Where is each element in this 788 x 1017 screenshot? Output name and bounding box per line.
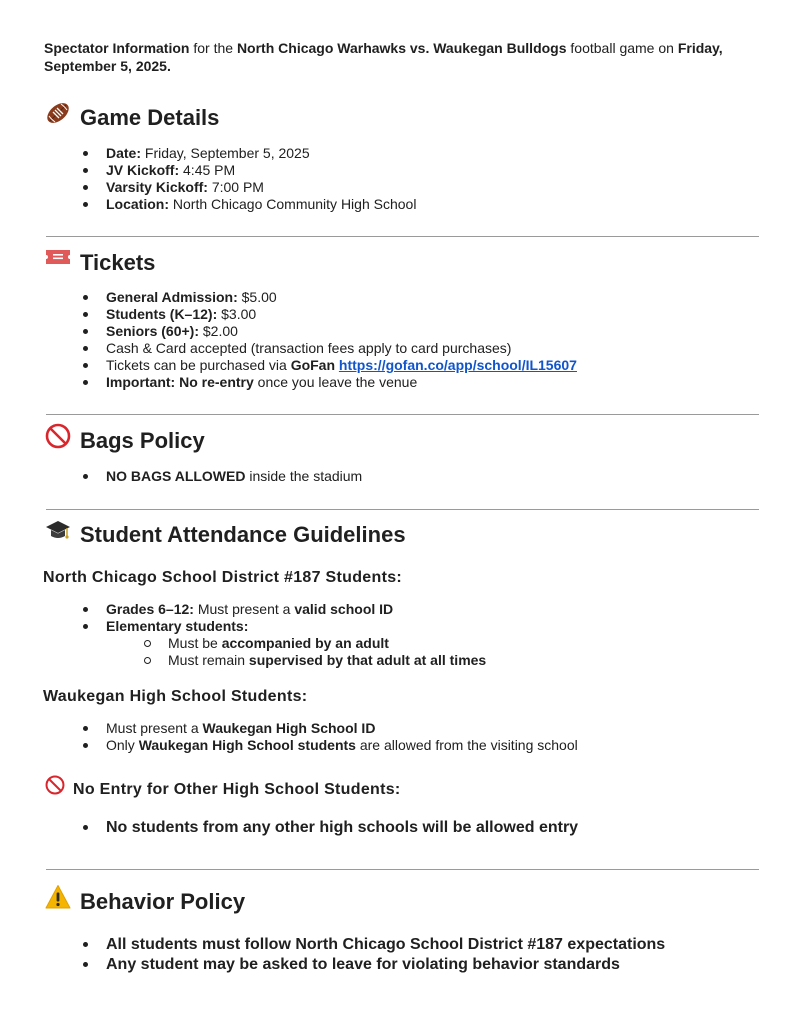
list-item xyxy=(80,601,486,618)
seniors-price: $2.00 xyxy=(198,323,238,339)
purchase-text: Tickets can be purchased via xyxy=(106,357,291,373)
list-item xyxy=(80,374,577,391)
important-rest: once you leave the venue xyxy=(253,374,418,390)
intro-teams: North Chicago Warhawks vs. Waukegan Bulldogs xyxy=(236,40,567,56)
grades-text: Must present a xyxy=(193,601,295,617)
warning-icon xyxy=(45,884,71,910)
list-item xyxy=(80,196,416,213)
bags-rest: inside the stadium xyxy=(245,468,363,484)
no-reentry: No re-entry xyxy=(175,374,254,390)
list-item xyxy=(80,955,665,975)
list-item xyxy=(80,162,416,179)
wk-text: Only xyxy=(106,737,139,753)
waukegan-students-heading: Waukegan High School Students: xyxy=(43,688,308,705)
no-entry-text: No students from any other high schools will be allowed entry xyxy=(106,819,579,836)
item-label: Location: xyxy=(106,196,169,212)
divider xyxy=(46,509,759,510)
graduation-cap-icon xyxy=(45,517,71,543)
intro-paragraph xyxy=(44,39,764,75)
list-item xyxy=(80,818,578,838)
behavior-item: Any student may be asked to leave for violating behavior standards xyxy=(106,956,620,973)
students-label: Students (K–12): xyxy=(106,306,218,322)
list-item xyxy=(80,468,362,485)
prohibited-icon xyxy=(45,423,71,449)
elementary-label: Elementary students: xyxy=(106,618,249,634)
behavior-item: All students must follow North Chicago School District #187 expectations xyxy=(106,936,666,953)
sub-text: Must remain xyxy=(168,652,249,668)
intro-bold-1: Spectator Information xyxy=(44,40,190,56)
bags-heading: Bags Policy xyxy=(80,428,205,453)
gofan-link[interactable]: https://gofan.co/app/school/IL15607 xyxy=(338,357,577,373)
list-item xyxy=(80,306,577,323)
item-value: Friday, September 5, 2025 xyxy=(141,145,310,161)
general-label: General Admission: xyxy=(106,289,238,305)
seniors-label: Seniors (60+): xyxy=(106,323,199,339)
intro-text-2: for the xyxy=(189,40,237,56)
prohibited-icon xyxy=(45,775,65,795)
no-bags: NO BAGS ALLOWED xyxy=(106,468,246,484)
item-value: 7:00 PM xyxy=(207,179,264,195)
other-students-heading: No Entry for Other High School Students: xyxy=(73,781,401,798)
behavior-heading: Behavior Policy xyxy=(80,889,246,914)
list-item xyxy=(80,145,416,162)
list-item xyxy=(80,720,578,737)
wk-rest: are allowed from the visiting school xyxy=(355,737,578,753)
game-details-heading: Game Details xyxy=(80,105,220,130)
students-heading: Student Attendance Guidelines xyxy=(80,522,406,547)
football-icon xyxy=(45,100,71,126)
grades-label: Grades 6–12: xyxy=(106,601,194,617)
divider xyxy=(46,236,759,237)
game-details-list xyxy=(80,145,416,213)
item-label: Date: xyxy=(106,145,142,161)
divider xyxy=(46,869,759,870)
divider xyxy=(46,414,759,415)
list-item xyxy=(80,179,416,196)
elementary-sublist xyxy=(106,635,486,669)
behavior-list xyxy=(80,935,665,975)
item-label: JV Kickoff: xyxy=(106,162,180,178)
sub-bold: supervised by that adult at all times xyxy=(248,652,487,668)
tickets-list xyxy=(80,289,577,391)
list-item xyxy=(80,618,486,669)
nc-students-heading: North Chicago School District #187 Students: xyxy=(43,569,403,586)
list-item xyxy=(80,323,577,340)
wk-id: Waukegan High School ID xyxy=(202,720,376,736)
sub-list-item xyxy=(142,652,486,669)
other-students-list xyxy=(80,818,578,838)
bags-list xyxy=(80,468,362,485)
item-value: North Chicago Community High School xyxy=(169,196,417,212)
ticket-icon xyxy=(45,248,71,266)
sub-text: Must be xyxy=(168,635,222,651)
list-item xyxy=(80,340,577,357)
nc-students-list xyxy=(80,601,486,669)
important-label: Important: xyxy=(106,374,176,390)
tickets-heading: Tickets xyxy=(80,250,156,275)
intro-text-4: football game on xyxy=(566,40,678,56)
general-price: $5.00 xyxy=(237,289,277,305)
gofan-brand: GoFan xyxy=(290,357,336,373)
intro-date: Friday, September 5, 2025. xyxy=(44,40,723,74)
list-item xyxy=(80,289,577,306)
sub-bold: accompanied by an adult xyxy=(221,635,389,651)
list-item xyxy=(80,737,578,754)
wk-text: Must present a xyxy=(106,720,203,736)
valid-id: valid school ID xyxy=(294,601,394,617)
item-value: 4:45 PM xyxy=(179,162,236,178)
wk-students: Waukegan High School students xyxy=(138,737,356,753)
list-item xyxy=(80,357,577,374)
item-label: Varsity Kickoff: xyxy=(106,179,208,195)
payment-text: Cash & Card accepted (transaction fees apply to card purchases) xyxy=(106,340,512,356)
students-price: $3.00 xyxy=(217,306,257,322)
sub-list-item xyxy=(142,635,486,652)
list-item xyxy=(80,935,665,955)
waukegan-students-list xyxy=(80,720,578,754)
